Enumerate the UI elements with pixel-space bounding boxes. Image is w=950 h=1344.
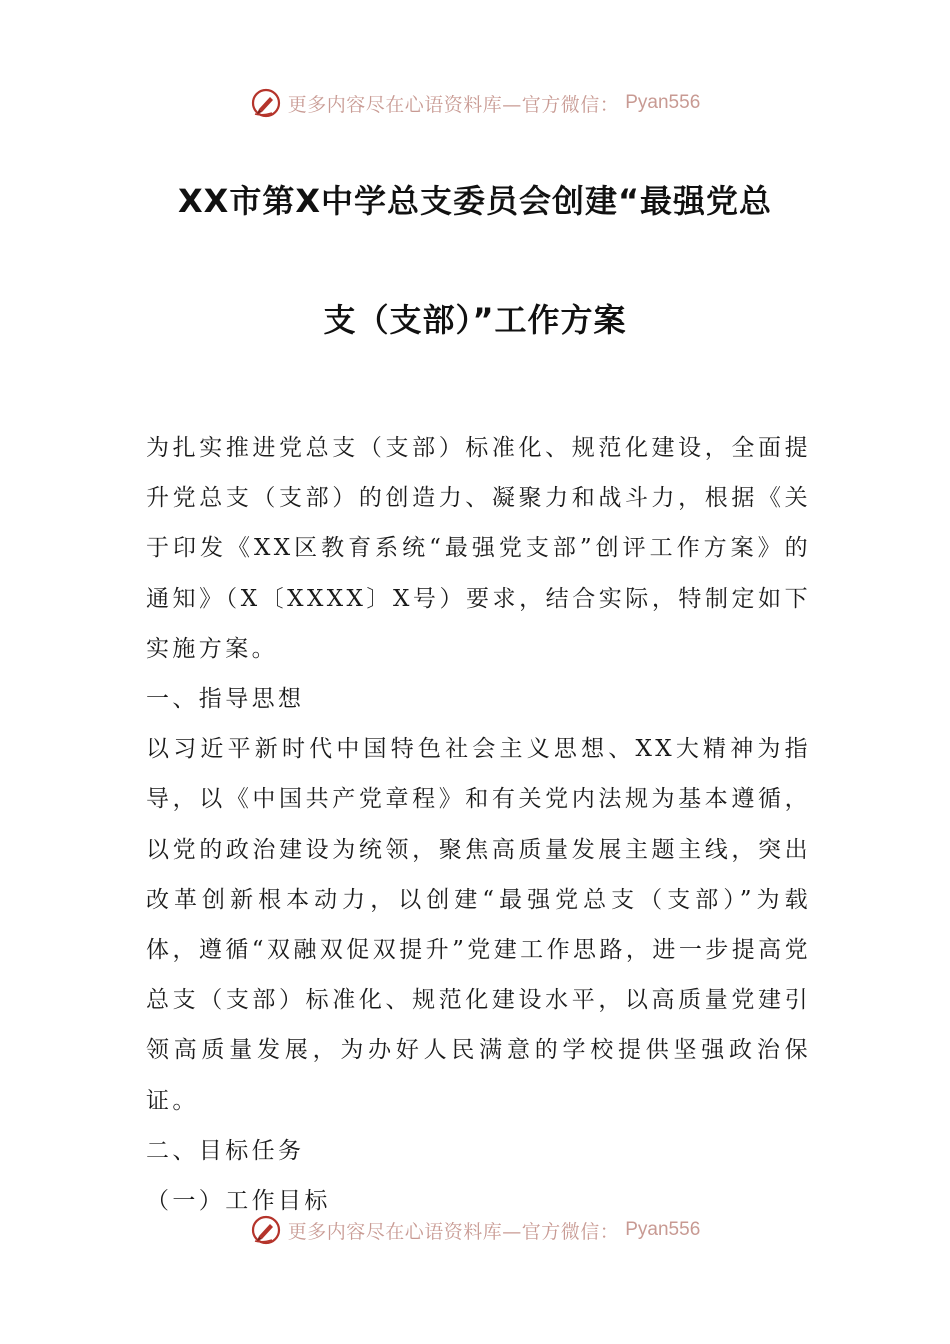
section-heading-goals-tasks: 二、目标任务 (146, 1137, 305, 1164)
pen-logo-icon (250, 1214, 282, 1246)
watermark-text: 更多内容尽在心语资料库—官方微信： (287, 93, 620, 116)
watermark-wechat-id: Pyan556 (625, 92, 701, 113)
watermark-text: 更多内容尽在心语资料库—官方微信： (287, 1220, 620, 1243)
document-title-line-1: XX市第X中学总支委员会创建“最强党总 (177, 182, 773, 220)
footer-watermark (0, 1210, 950, 1250)
intro-paragraph: 为扎实推进党总支（支部）标准化、规范化建设，全面提升党总支（支部）的创造力、凝聚力和战斗力，根据《关于印发《XX区教育系统“最强党支部”创评工作方案》的通知》（X〔XXXX〕X号）要求，结合实际，特制定如下实施方案。 (146, 435, 811, 662)
subsection-heading-work-goals: （一）工作目标 (146, 1188, 331, 1215)
document-title-line-2: 支（支部）”工作方案 (323, 301, 627, 339)
document-body (146, 423, 811, 1226)
section-heading-guiding-ideology: 一、指导思想 (146, 686, 305, 713)
guiding-ideology-paragraph: 以习近平新时代中国特色社会主义思想、XX大精神为指导，以《中国共产党章程》和有关党内法规为基本遵循，以党的政治建设为统领，聚焦高质量发展主题主线，突出改革创新根本动力，以创建“最强党总支（支部）”为载体，遵循“双融双促双提升”党建工作思路，进一步提高党总支（支部）标准化、规范化建设水平，以高质量党建引领高质量发展，为办好人民满意的学校提供坚强政治保证。 (146, 736, 811, 1114)
header-watermark (0, 83, 950, 123)
watermark-wechat-id: Pyan556 (625, 1219, 701, 1240)
pen-logo-icon (250, 87, 282, 119)
